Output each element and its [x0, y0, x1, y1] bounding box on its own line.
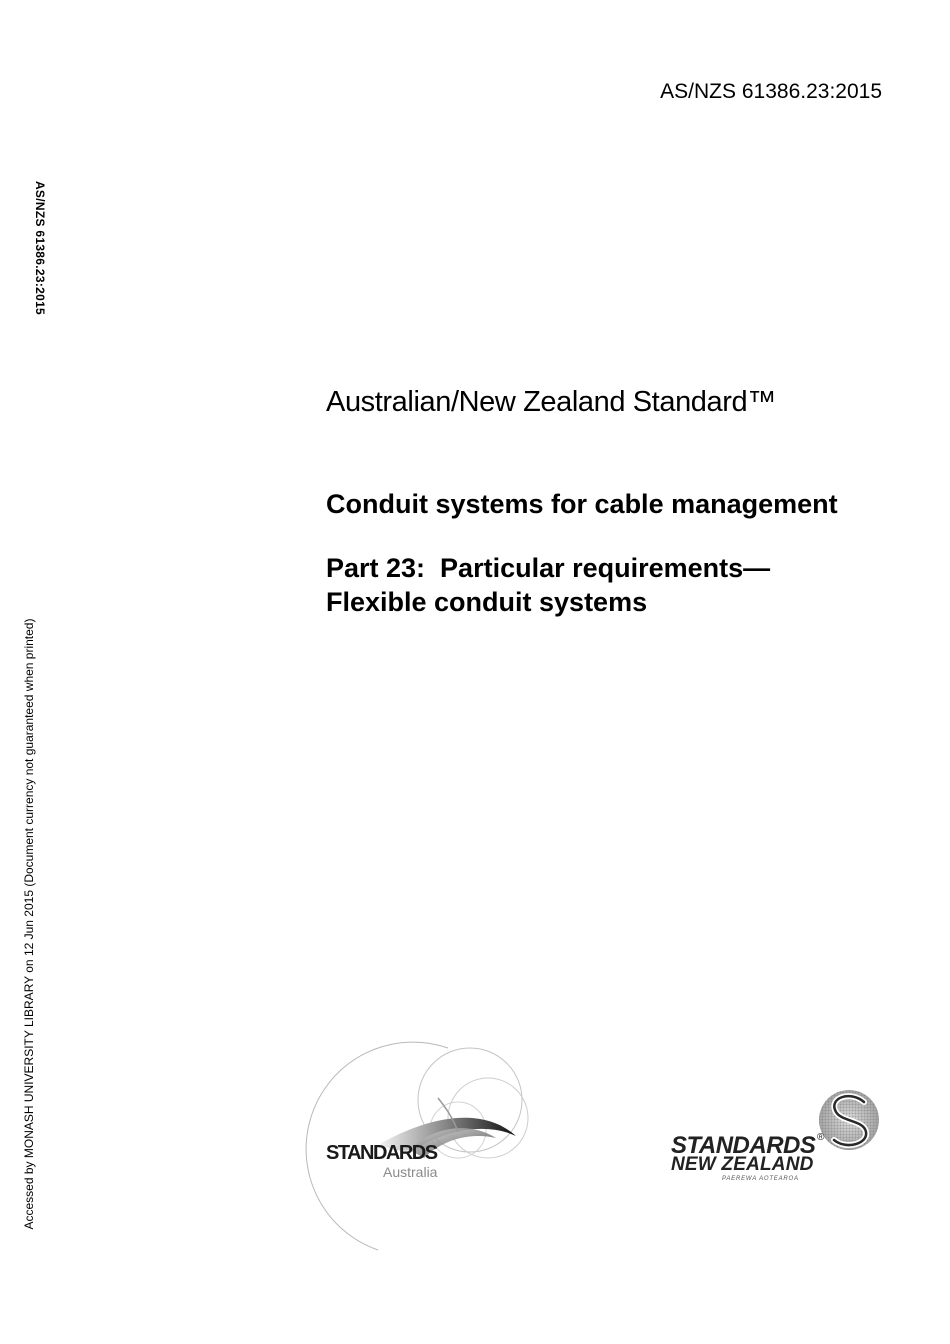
spine-document-code: AS/NZS 61386.23:2015 [33, 180, 47, 316]
subtitle-line-1: Part 23: Particular requirements— [326, 553, 771, 583]
standard-type-heading: Australian/New Zealand Standard™ [326, 386, 776, 418]
standards-australia-subword: Australia [383, 1164, 438, 1180]
standards-australia-logo [318, 1040, 558, 1260]
standards-nz-wordmark: STANDARDS [671, 1132, 816, 1159]
access-note: Accessed by MONASH UNIVERSITY LIBRARY on 12 Jun 2015 (Document currency not guaranteed when printed) [22, 618, 36, 1230]
standards-nz-maori-name: PAEREWA AOTEAROA [722, 1176, 799, 1182]
registered-mark: ® [817, 1132, 825, 1143]
standards-nz-subword: NEW ZEALAND [671, 1154, 814, 1175]
standards-australia-wordmark: STANDARDS [326, 1142, 437, 1164]
document-title: Conduit systems for cable management [326, 489, 838, 519]
document-subtitle [326, 551, 770, 619]
document-number: AS/NZS 61386.23:2015 [660, 80, 882, 103]
standards-new-zealand-logo [668, 1082, 898, 1192]
subtitle-line-2: Flexible conduit systems [326, 587, 648, 617]
